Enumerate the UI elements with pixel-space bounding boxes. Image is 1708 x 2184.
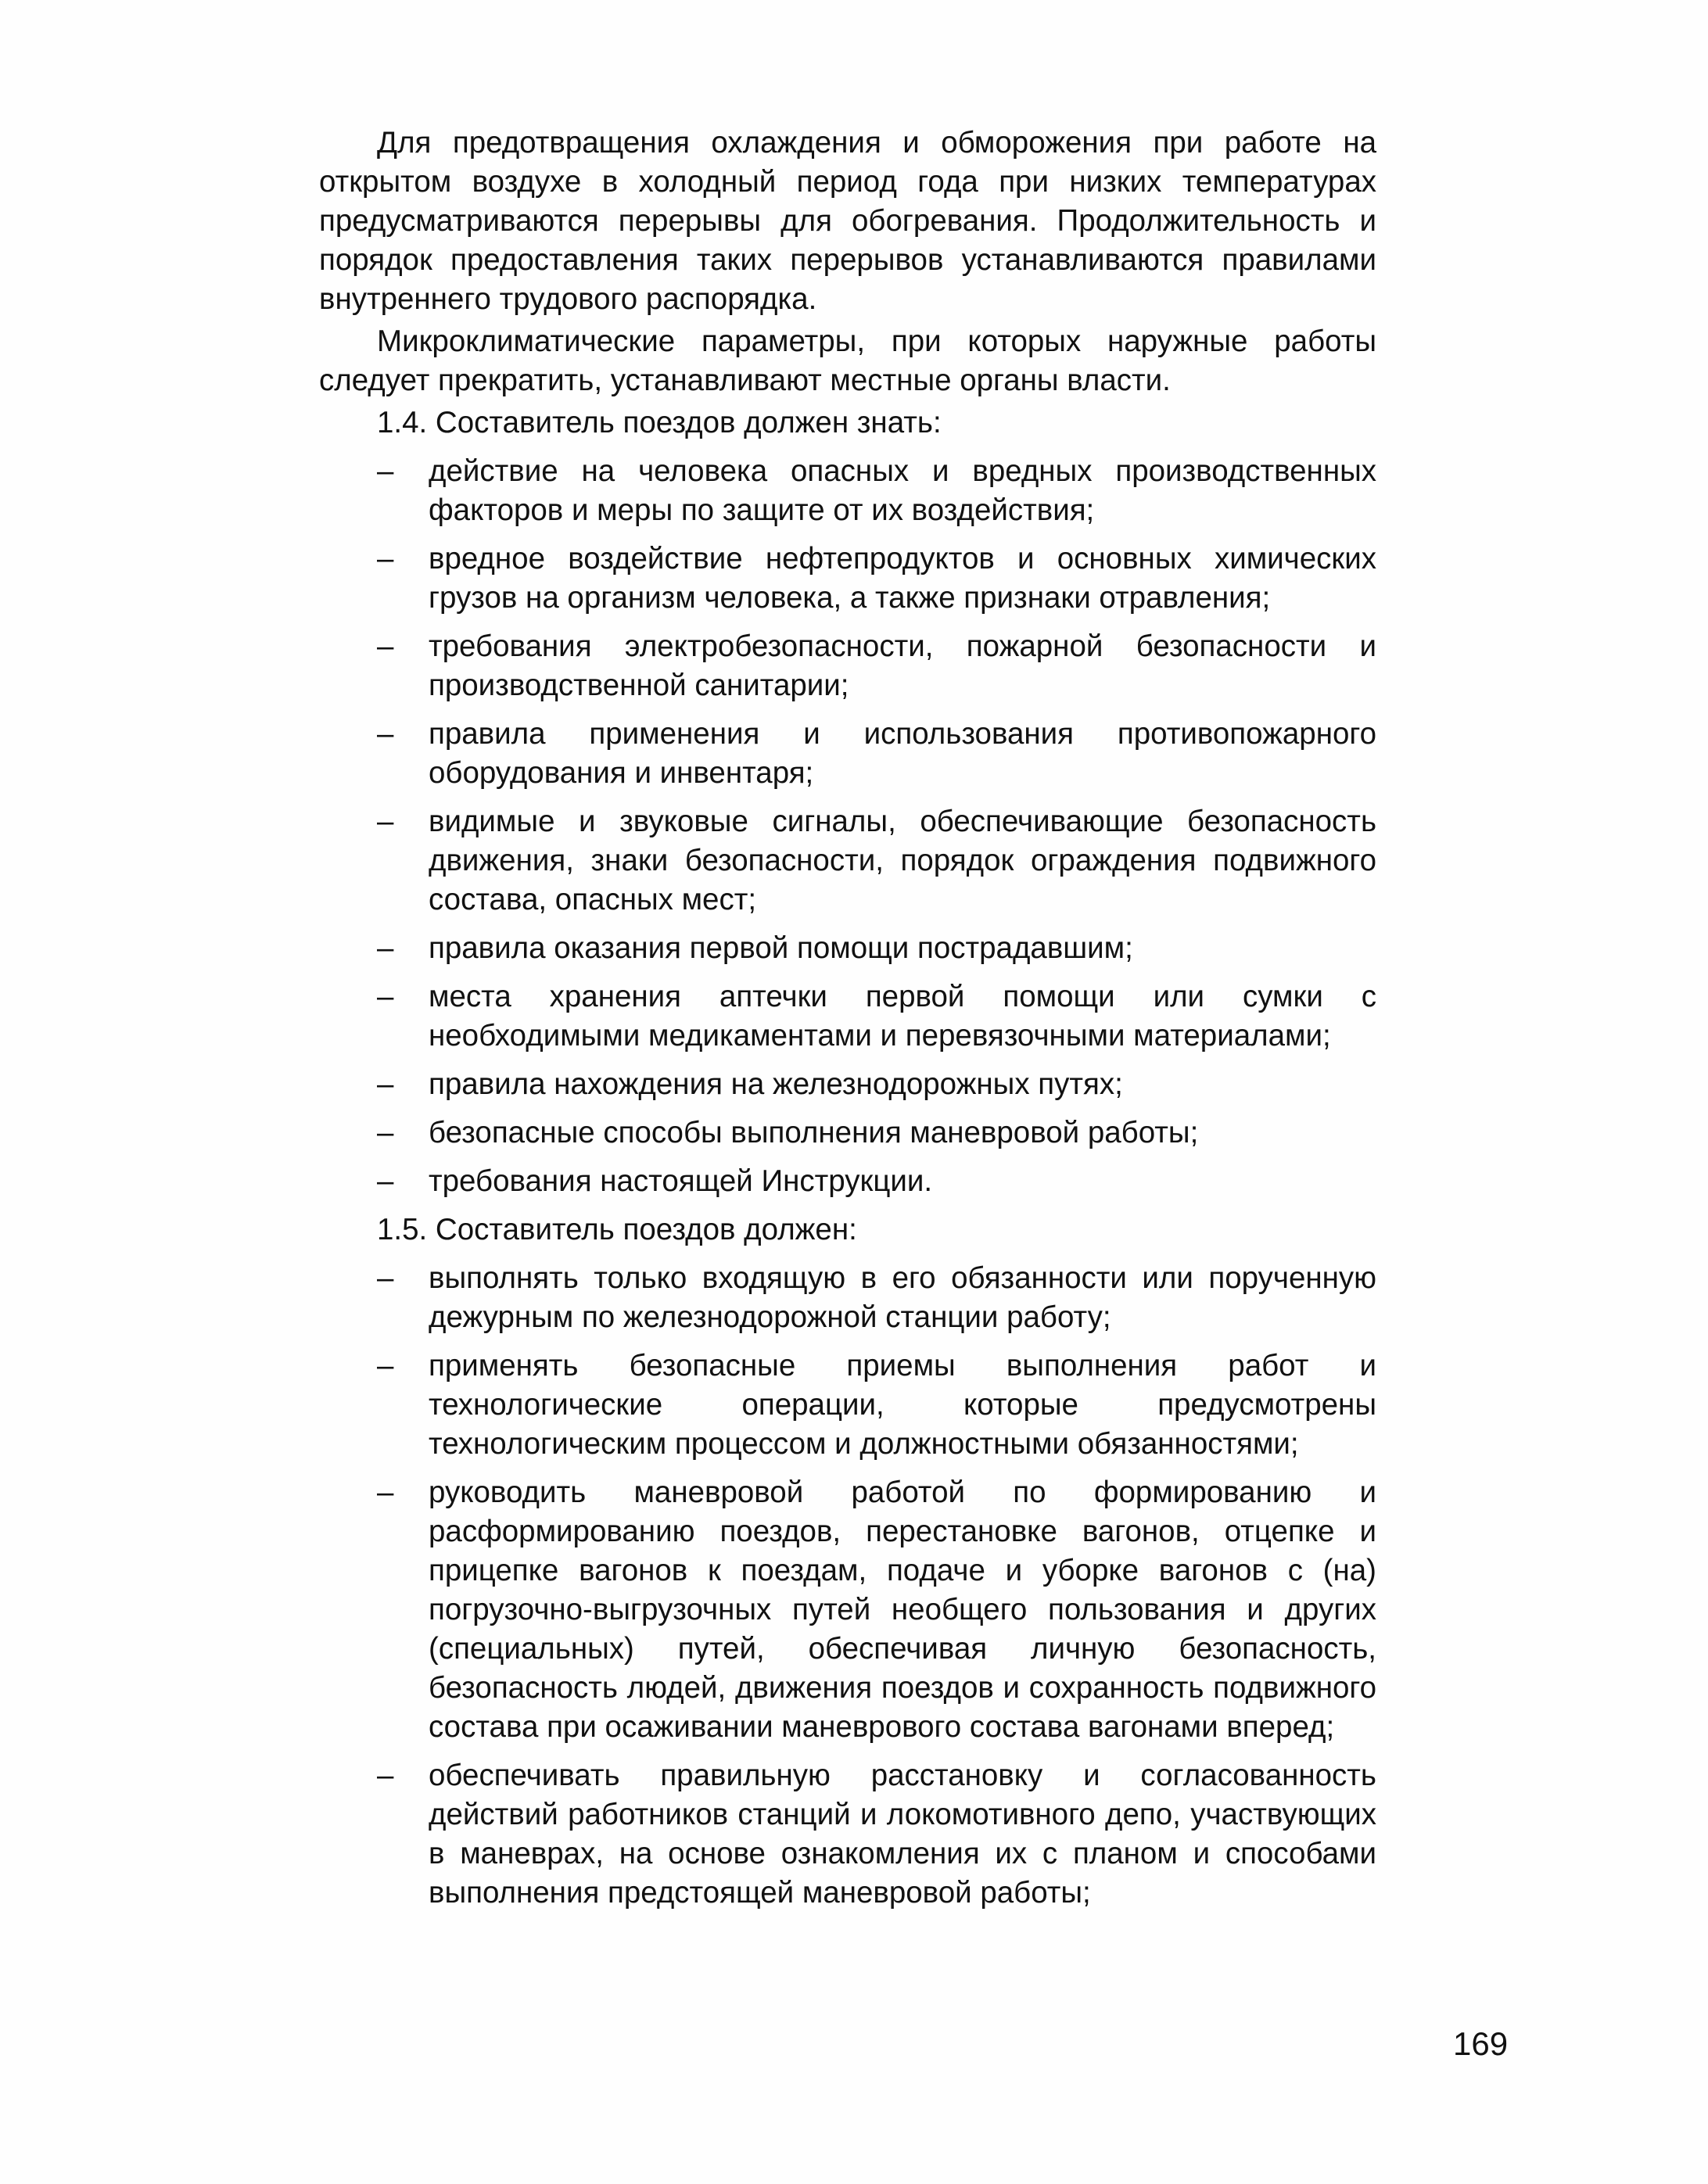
list-item-text: вредное воздействие нефтепродуктов и основных химических грузов на организм человека, а также признаки отравления; — [429, 542, 1376, 615]
list-1-5 — [319, 1259, 1376, 1913]
list-item-text: правила оказания первой помощи пострадавшим; — [429, 931, 1133, 965]
list-item-text: обеспечивать правильную расстановку и согласованность действий работников станций и локомотивного депо, участвующих в маневрах, на основе ознакомления их с планом и способами выполнения предстоящей маневровой работы; — [429, 1759, 1376, 1910]
page-text — [319, 124, 1376, 1922]
dash-bullet: – — [377, 1349, 394, 1382]
list-item — [319, 452, 1376, 530]
dash-bullet: – — [377, 1067, 394, 1101]
list-item-text: видимые и звуковые сигналы, обеспечивающие безопасность движения, знаки безопасности, порядок ограждения подвижного состава, опасных мест; — [429, 805, 1376, 916]
list-item — [319, 540, 1376, 618]
list-item-text: выполнять только входящую в его обязанности или порученную дежурным по железнодорожной станции работу; — [429, 1261, 1376, 1334]
dash-bullet: – — [377, 1476, 394, 1509]
list-item-text: руководить маневровой работой по формированию и расформированию поездов, перестановке вагонов, отцепке и прицепке вагонов к поездам, подаче и уборке вагонов с (на) погрузочно-выгрузочных путей необщего пользования и других (специальных) путей, обеспечивая личную безопасность, безопасность людей, движения поездов и сохранность подвижного состава при осаживании маневрового состава вагонами вперед; — [429, 1476, 1376, 1744]
list-1-4 — [319, 452, 1376, 1201]
list-item — [319, 929, 1376, 968]
paragraph: Для предотвращения охлаждения и обморожения при работе на открытом воздухе в холодный период года при низких температурах предусматриваются перерывы для обогревания. Продолжительность и порядок предоставления таких перерывов устанавливаются правилами внутреннего трудового распорядка. — [319, 126, 1376, 316]
dash-bullet: – — [377, 717, 394, 751]
dash-bullet: – — [377, 454, 394, 488]
dash-bullet: – — [377, 629, 394, 663]
list-item — [319, 627, 1376, 705]
list-item — [319, 1114, 1376, 1153]
list-item — [319, 1162, 1376, 1201]
list-item — [319, 715, 1376, 793]
list-item-text: требования электробезопасности, пожарной безопасности и производственной санитарии; — [429, 629, 1376, 702]
list-item-text: безопасные способы выполнения маневровой работы; — [429, 1116, 1199, 1149]
dash-bullet: – — [377, 1261, 394, 1295]
section-heading-1-4: 1.4. Составитель поездов должен знать: — [377, 406, 942, 439]
list-item — [319, 1473, 1376, 1747]
list-item — [319, 1259, 1376, 1337]
dash-bullet: – — [377, 542, 394, 576]
list-item-text: места хранения аптечки первой помощи или сумки с необходимыми медикаментами и перевязочными материалами; — [429, 980, 1376, 1053]
list-item — [319, 802, 1376, 920]
dash-bullet: – — [377, 1759, 394, 1792]
page-number: 169 — [1453, 2025, 1509, 2062]
dash-bullet: – — [377, 1164, 394, 1198]
dash-bullet: – — [377, 931, 394, 965]
list-item-text: требования настоящей Инструкции. — [429, 1164, 933, 1198]
list-item — [319, 977, 1376, 1056]
section-heading-1-5: 1.5. Составитель поездов должен: — [377, 1213, 857, 1246]
dash-bullet: – — [377, 980, 394, 1013]
list-item — [319, 1756, 1376, 1913]
list-item-text: применять безопасные приемы выполнения работ и технологические операции, которые предусмотрены технологическим процессом и должностными обязанностями; — [429, 1349, 1376, 1461]
paragraph: Микроклиматические параметры, при которых наружные работы следует прекратить, устанавливают местные органы власти. — [319, 325, 1376, 397]
list-item-text: действие на человека опасных и вредных производственных факторов и меры по защите от их воздействия; — [429, 454, 1376, 527]
list-item — [319, 1347, 1376, 1464]
list-item — [319, 1065, 1376, 1104]
list-item-text: правила применения и использования противопожарного оборудования и инвентаря; — [429, 717, 1376, 790]
list-item-text: правила нахождения на железнодорожных путях; — [429, 1067, 1123, 1101]
dash-bullet: – — [377, 805, 394, 838]
dash-bullet: – — [377, 1116, 394, 1149]
